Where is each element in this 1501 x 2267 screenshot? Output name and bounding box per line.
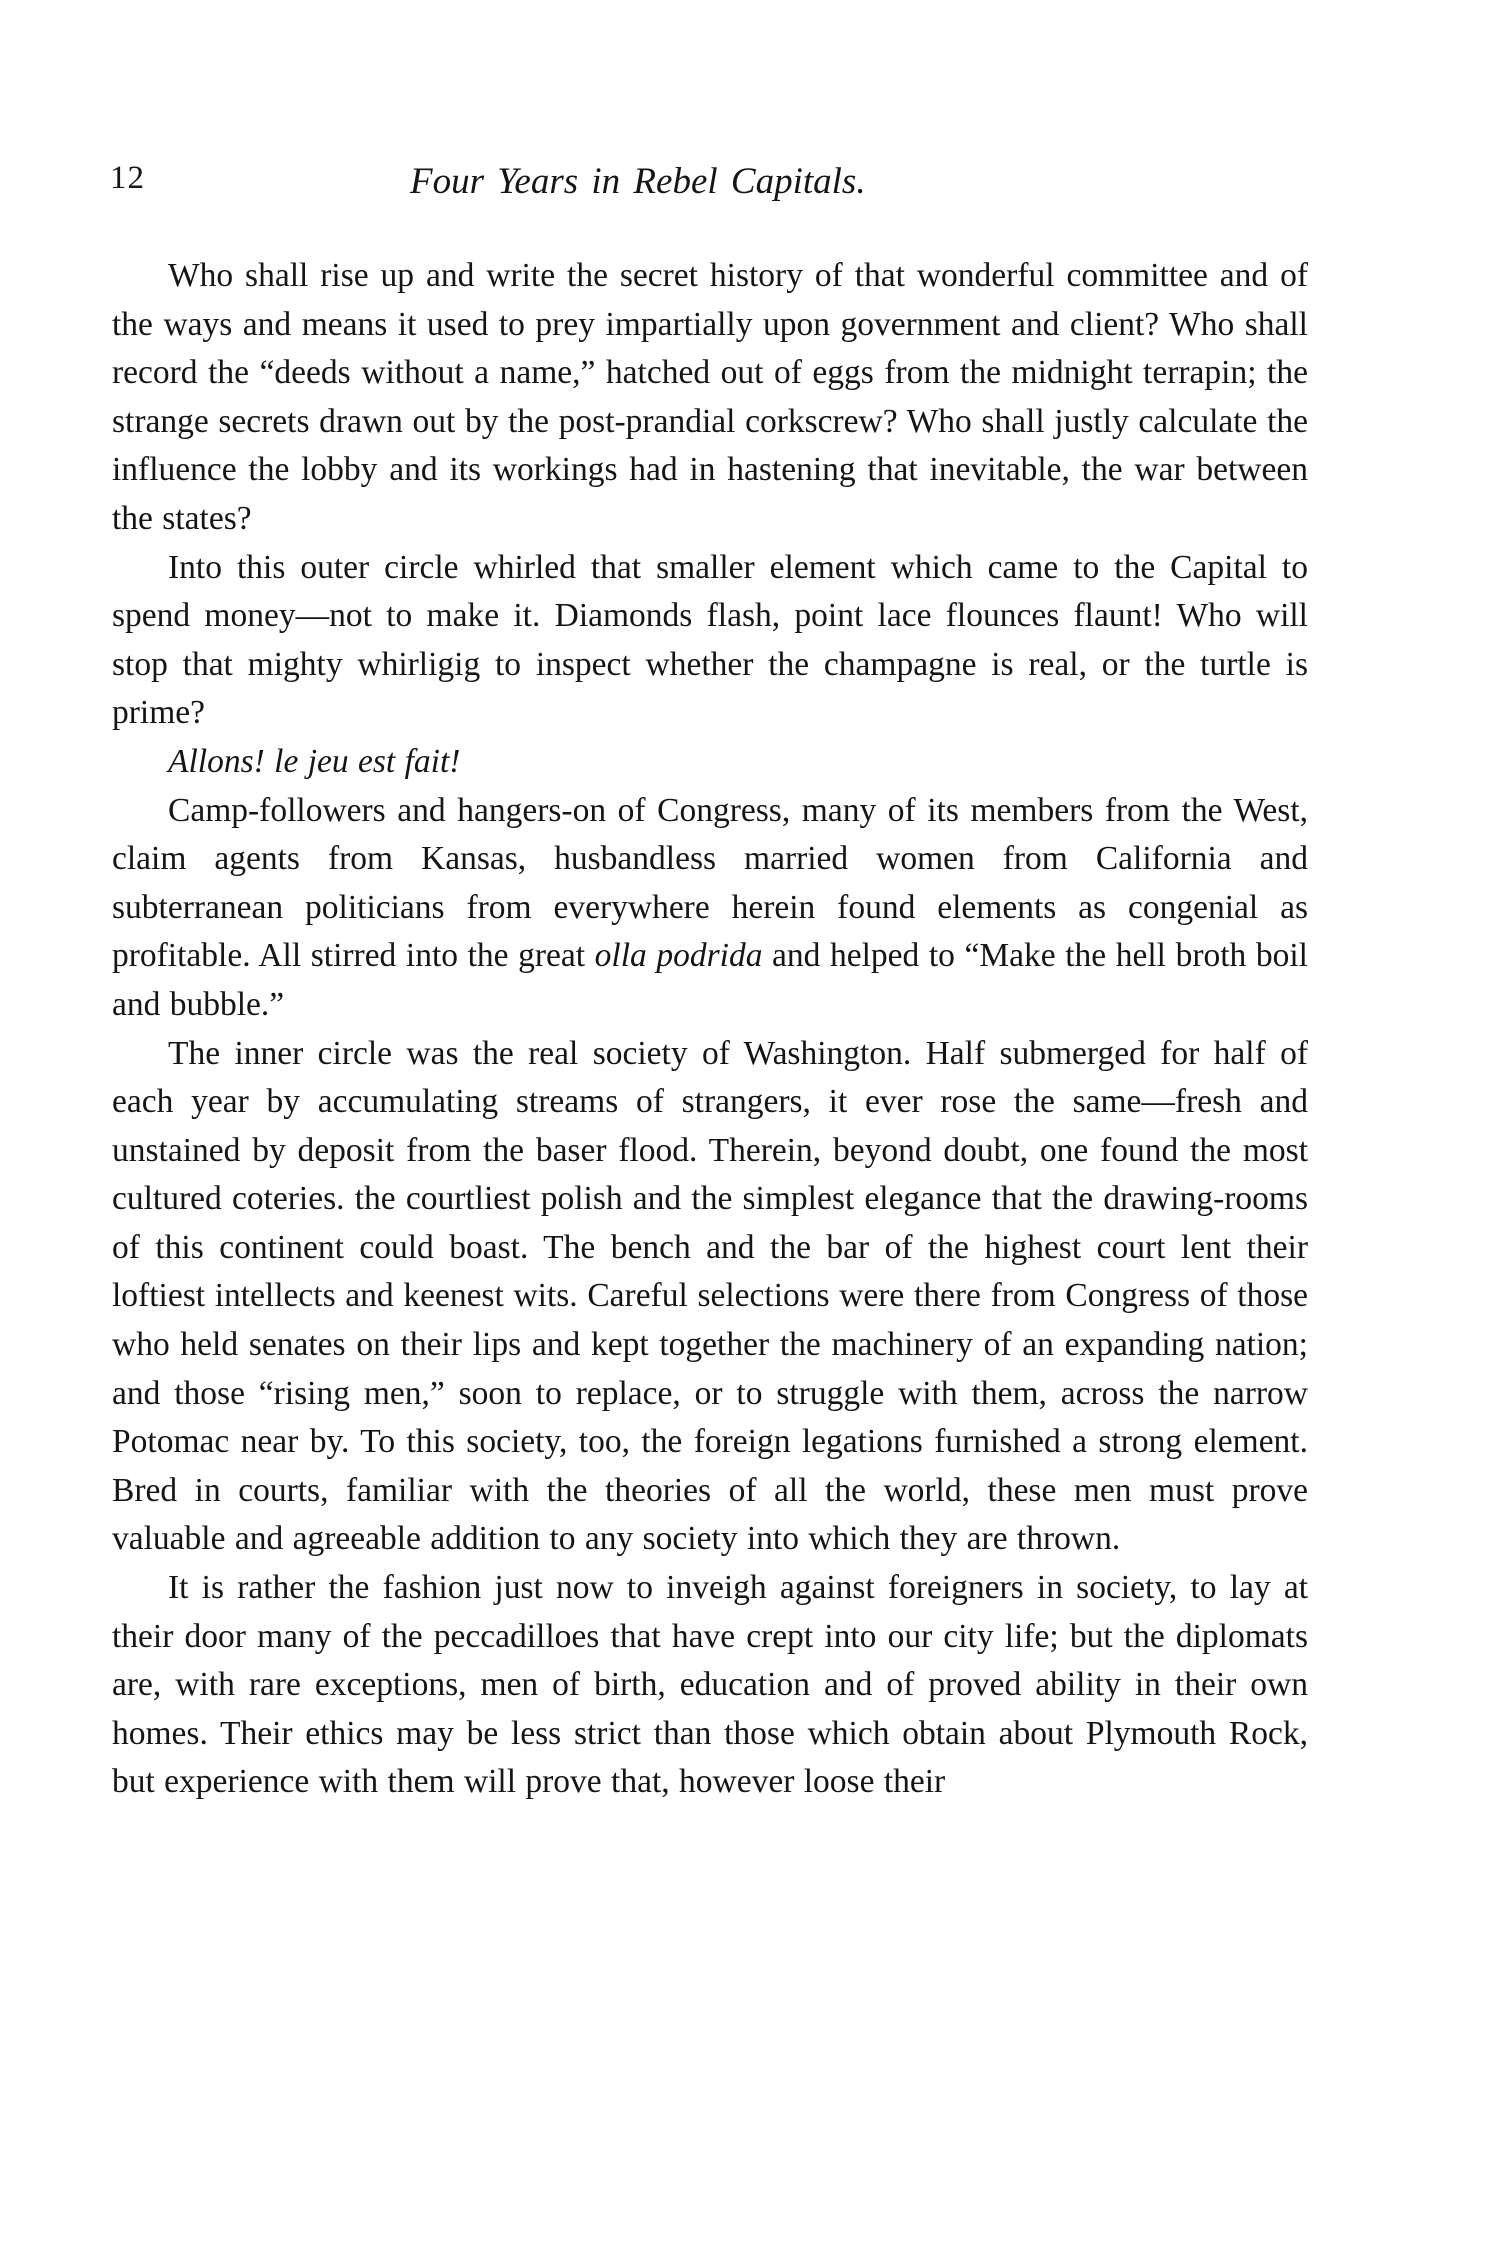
paragraph-secret-history: Who shall rise up and write the secret history of that wonderful committee and of the ways and means it used to prey impartially upon government and client? Who shall record the “deeds without a name,” hatched out of eggs from the midnight terrapin; the strange secrets drawn out by the post-prandial corkscrew? Who shall justly calculate the influence the lobby and its workings had in hastening that inevitable, the war between the states?	[112, 257, 1308, 537]
running-head	[110, 160, 1310, 210]
paragraph-allons: Allons! le jeu est fait!	[168, 742, 461, 780]
page-number: 12	[110, 160, 145, 196]
camp-followers-text: Camp-followers and hangers-on of Congress, many of its members from the West, claim agents from Kansas, husbandless married women from California and subterranean politicians from everywhere herein found elements as congenial as profitable. All stirred into the great	[112, 791, 1308, 975]
paragraph-outer-circle: Into this outer circle whirled that smaller element which came to the Capital to spend money—not to make it. Diamonds flash, point lace flounces flaunt! Who will stop that mighty whirligig to inspect whether the champagne is real, or the turtle is prime?	[112, 548, 1308, 732]
paragraph-camp-followers	[112, 787, 1308, 1030]
camp-followers-ending: and helped to “Make the hell broth boil and bubble.”	[112, 937, 1308, 1023]
running-title: Four Years in Rebel Capitals.	[410, 161, 866, 202]
body-text	[112, 252, 1308, 1807]
paragraph-inner-circle: The inner circle was the real society of Washington. Half submerged for half of each year by accumulating streams of strangers, it ever rose the same—fresh and unstained by deposit from the baser flood. Therein, beyond doubt, one found the most cultured coteries. the courtliest polish and the simplest elegance that the drawing-rooms of this continent could boast. The bench and the bar of the highest court lent their loftiest intellects and keenest wits. Careful selections were there from Congress of those who held senates on their lips and kept together the machinery of an expanding nation; and those “rising men,” soon to replace, or to struggle with them, across the narrow Potomac near by. To this society, too, the foreign legations furnished a strong element. Bred in courts, familiar with the theories of all the world, these men must prove valuable and agreeable addition to any society into which they are thrown.	[112, 1034, 1308, 1558]
paragraph-foreigners: It is rather the fashion just now to inveigh against foreigners in society, to lay at their door many of the peccadilloes that have crept into our city life; but the diplomats are, with rare exceptions, men of birth, education and of proved ability in their own homes. Their ethics may be less strict than those which obtain about Plymouth Rock, but experience with them will prove that, however loose their	[112, 1569, 1308, 1801]
olla-podrida-phrase: olla podrida	[594, 937, 763, 975]
